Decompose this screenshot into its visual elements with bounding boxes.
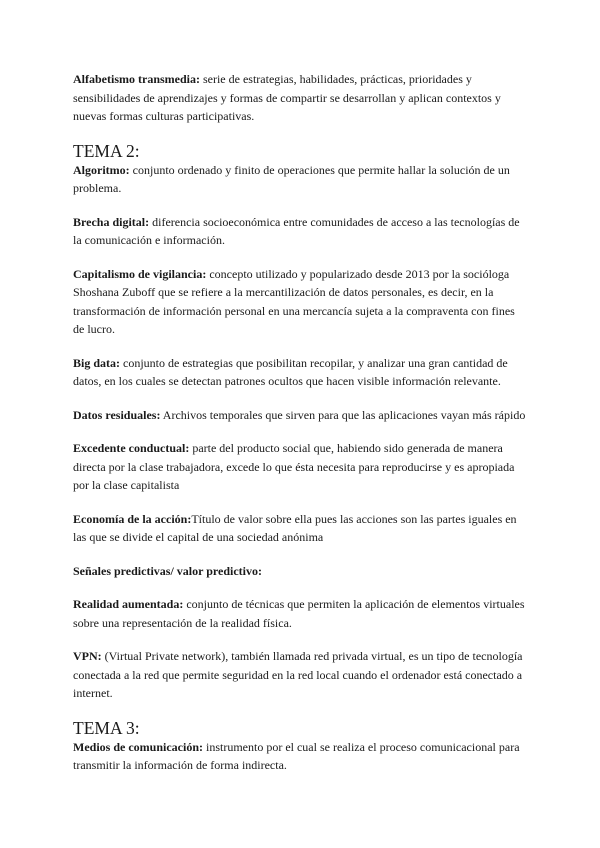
term: Algoritmo: bbox=[73, 162, 130, 177]
glossary-entry-big-data bbox=[73, 354, 528, 391]
glossary-entry-medios-de-comunicacion bbox=[73, 738, 528, 775]
document-page bbox=[73, 70, 528, 790]
definition: instrumento por el cual se realiza el proceso comunicacional para transmitir la información de forma indirecta. bbox=[73, 739, 520, 772]
definition: conjunto de estrategias que posibilitan recopilar, y analizar una gran cantidad de datos, en los cuales se detectan patrones ocultos que hacen visible información relevante. bbox=[73, 355, 508, 388]
term: Brecha digital: bbox=[73, 214, 150, 229]
term: Excedente conductual: bbox=[73, 441, 190, 455]
definition: concepto utilizado y popularizado desde 2013 por la socióloga Shoshana Zuboff que se refiere a la mercantilización de datos personales, es decir, en la transformación de información personal en una mercancía sujeta a la compraventa con fines de lucro. bbox=[73, 266, 515, 336]
definition: Título de valor sobre ella pues las acciones son las partes iguales en las que se divide el capital de una sociedad anónima bbox=[73, 511, 517, 544]
section-heading-tema-2: TEMA 2: bbox=[73, 140, 140, 161]
glossary-entry-algoritmo bbox=[73, 161, 528, 198]
definition: serie de estrategias, habilidades, prácticas, prioridades y sensibilidades de aprendizajes y formas de compartir se desarrollan y aplican contextos y nuevas formas culturas participativas. bbox=[73, 72, 501, 123]
glossary-entry-datos-residuales bbox=[73, 406, 528, 425]
glossary-entry-senales-predictivas bbox=[73, 562, 528, 581]
term: Realidad aumentada: bbox=[73, 597, 184, 611]
term: Señales predictivas/ valor predictivo: bbox=[73, 563, 262, 578]
definition: Archivos temporales que sirven para que las aplicaciones vayan más rápido bbox=[160, 407, 526, 422]
definition: conjunto ordenado y finito de operaciones que permite hallar la solución de un problema. bbox=[73, 162, 510, 195]
glossary-entry-economia-de-la-accion bbox=[73, 510, 528, 547]
definition: parte del producto social que, habiendo sido generada de manera directa por la clase trabajadora, excede lo que ésta necesita para reproducirse y es apropiada por la clase capitalista bbox=[73, 441, 515, 492]
term: Alfabetismo transmedia: bbox=[73, 72, 200, 86]
definition: conjunto de técnicas que permiten la aplicación de elementos virtuales sobre una representación de la realidad física. bbox=[73, 597, 525, 630]
definition: diferencia socioeconómica entre comunidades de acceso a las tecnologías de la comunicación e información. bbox=[73, 214, 520, 247]
glossary-entry-capitalismo-de-vigilancia bbox=[73, 265, 528, 339]
term: Economía de la acción: bbox=[73, 511, 192, 526]
glossary-entry-vpn bbox=[73, 647, 528, 703]
term: VPN: bbox=[73, 649, 102, 663]
term: Medios de comunicación: bbox=[73, 739, 203, 754]
glossary-entry-excedente-conductual bbox=[73, 439, 528, 495]
glossary-entry-brecha-digital bbox=[73, 213, 528, 250]
glossary-entry-realidad-aumentada bbox=[73, 595, 528, 632]
term: Capitalismo de vigilancia: bbox=[73, 266, 207, 281]
term: Big data: bbox=[73, 355, 121, 370]
definition: (Virtual Private network), también llamada red privada virtual, es un tipo de tecnología conectada a la red que permite seguridad en la red local cuando el ordenador está conectado a internet. bbox=[73, 649, 523, 700]
glossary-entry-alfabetismo-transmedia bbox=[73, 70, 528, 126]
term: Datos residuales: bbox=[73, 407, 161, 422]
section-heading-tema-3: TEMA 3: bbox=[73, 717, 140, 738]
